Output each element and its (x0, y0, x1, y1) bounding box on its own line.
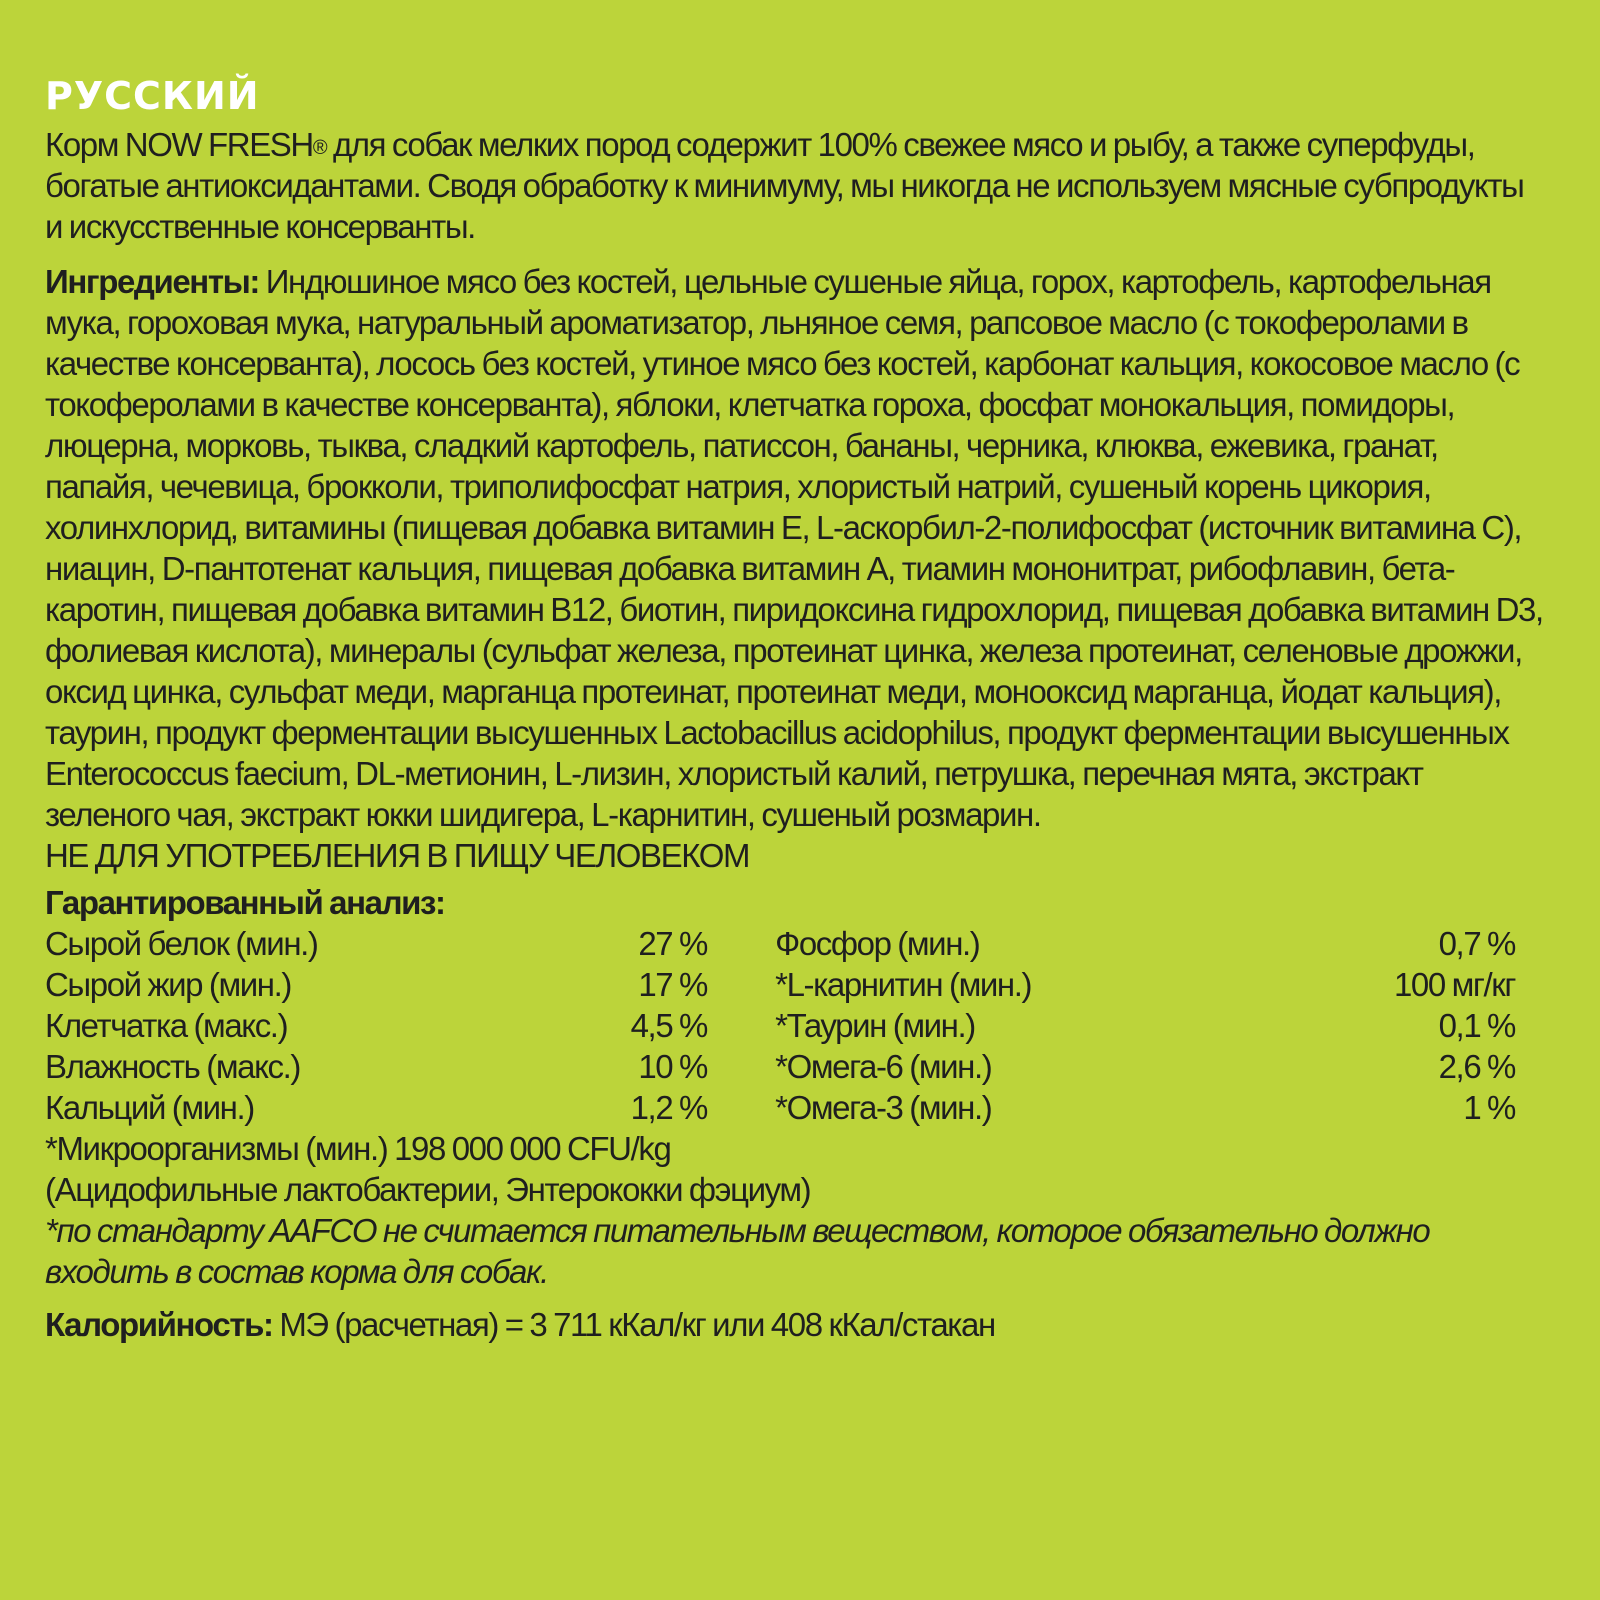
analysis-value: 2,6 % (1438, 1048, 1515, 1085)
analysis-value: 17 % (638, 966, 707, 1003)
microorganisms-line: *Микроорганизмы (мин.) 198 000 000 CFU/kg (45, 1130, 671, 1167)
analysis-row (45, 1046, 1515, 1087)
analysis-label: *Таурин (мин.) (775, 1007, 975, 1044)
analysis-value: 100 мг/кг (1393, 966, 1515, 1003)
analysis-value: 4,5 % (630, 1007, 707, 1044)
analysis-title: Гарантированный анализ: (45, 884, 445, 921)
analysis-value: 27 % (638, 925, 707, 962)
language-heading: РУССКИЙ (45, 74, 260, 118)
microorganisms-note: (Ацидофильные лактобактерии, Энтерококки фэциум) (45, 1171, 811, 1208)
analysis-label: *Омега-3 (мин.) (775, 1089, 992, 1126)
analysis-label: Фосфор (мин.) (775, 925, 980, 962)
intro-brand: Корм NOW FRESH (45, 126, 313, 163)
analysis-value: 1,2 % (630, 1089, 707, 1126)
intro-text: для собак мелких пород содержит 100% свежее мясо и рыбу, а также суперфуды, богатые антиоксидантами. Сводя обработку к минимуму, мы никогда не используем мясные субпродукты и искусственные консерванты. (45, 126, 1524, 245)
analysis-row (45, 1087, 1515, 1128)
intro-paragraph (45, 124, 1544, 247)
trademark-symbol: ® (312, 137, 327, 159)
analysis-label: *Омега-6 (мин.) (775, 1048, 992, 1085)
calories-label: Калорийность: (45, 1306, 273, 1343)
analysis-label: Кальций (мин.) (45, 1089, 254, 1126)
analysis-value: 0,1 % (1438, 1007, 1515, 1044)
analysis-label: Влажность (макс.) (45, 1048, 300, 1085)
ingredients-paragraph (45, 261, 1544, 835)
analysis-value: 10 % (638, 1048, 707, 1085)
ingredients-text: Индюшиное мясо без костей, цельные сушеные яйца, горох, картофель, картофельная мука, гороховая мука, натуральный ароматизатор, льняное семя, рапсовое масло (с токоферолами в качестве консерванта), лосось без костей, утиное мясо без костей, карбонат кальция, кокосовое масло (с токоферолами в качестве консерванта), яблоки, клетчатка гороха, фосфат монокальция, помидоры, люцерна, морковь, тыква, сладкий картофель, патиссон, бананы, черника, клюква, ежевика, гранат, папайя, чечевица, брокколи, триполифосфат натрия, хлористый натрий, сушеный корень цикория, холинхлорид, витамины (пищевая добавка витамин E, L-аскорбил-2-полифосфат (источник витамина C), ниацин, D-пантотенат кальция, пищевая добавка витамин A, тиамин мононитрат, рибофлавин, бета-каротин, пищевая добавка витамин B12, биотин, пиридоксина гидрохлорид, пищевая добавка витамин D3, фолиевая кислота), минералы (сульфат железа, протеинат цинка, железа протеинат, селеновые дрожжи, оксид цинка, сульфат меди, марганца протеинат, протеинат меди, монооксид марганца, йодат кальция), таурин, продукт ферментации высушенных Lactobacillus acidophilus, продукт ферментации высушенных Enterococcus faecium, DL-метионин, L-лизин, хлористый калий, петрушка, перечная мята, экстракт зеленого чая, экстракт юкки шидигера, L-карнитин, сушеный розмарин. (45, 263, 1543, 833)
calories-text: МЭ (расчетная) = 3 711 кКал/кг или 408 кКал/стакан (272, 1306, 995, 1343)
analysis-row (45, 923, 1515, 964)
analysis-table (45, 923, 1515, 1128)
analysis-label: Клетчатка (макс.) (45, 1007, 288, 1044)
calories-line (45, 1304, 1544, 1345)
analysis-row (45, 964, 1515, 1005)
analysis-value: 0,7 % (1438, 925, 1515, 962)
analysis-row (45, 1005, 1515, 1046)
aafco-footnote: *по стандарту AAFCO не считается питательным веществом, которое обязательно должно входить в состав корма для собак. (45, 1212, 1430, 1290)
ingredients-label: Ингредиенты: (45, 263, 259, 300)
analysis-label: *L-карнитин (мин.) (775, 966, 1032, 1003)
analysis-label: Сырой жир (мин.) (45, 966, 291, 1003)
human-consumption-warning: НЕ ДЛЯ УПОТРЕБЛЕНИЯ В ПИЩУ ЧЕЛОВЕКОМ (45, 837, 750, 874)
analysis-label: Сырой белок (мин.) (45, 925, 318, 962)
analysis-value: 1 % (1463, 1089, 1515, 1126)
